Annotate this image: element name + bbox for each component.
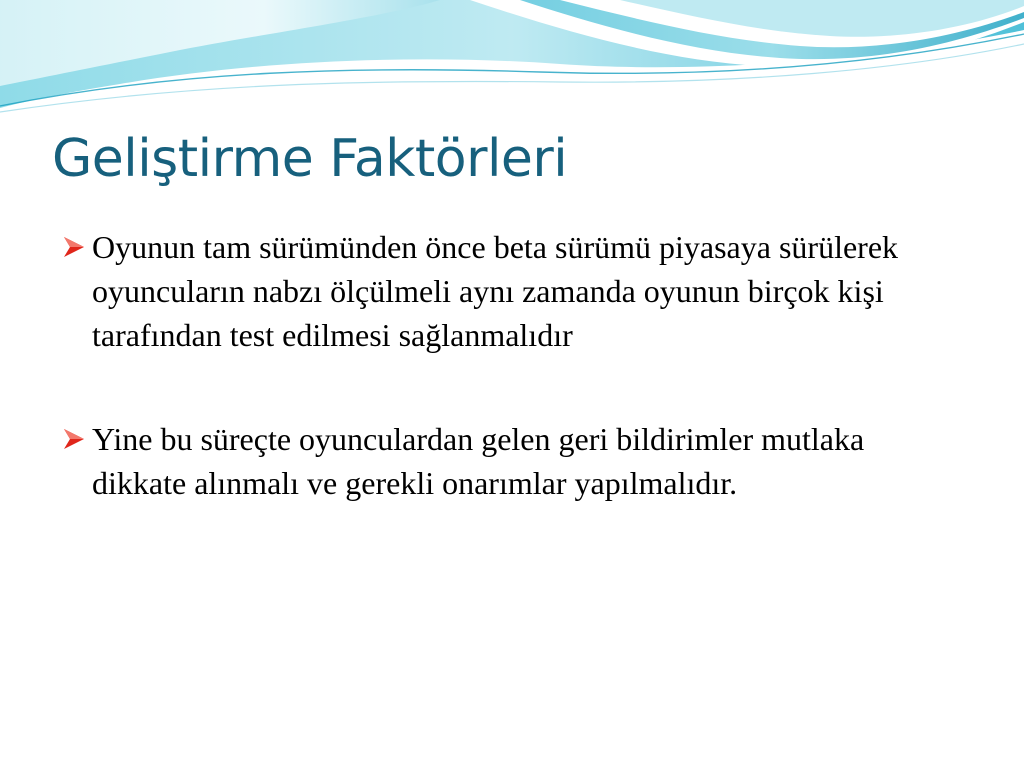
bullet-text: Yine bu süreçte oyunculardan gelen geri bildirimler mutlaka dikkate alınmalı ve gerekli onarımlar yapılmalıdır. [92, 421, 865, 501]
bullet-list [62, 225, 962, 505]
decorative-wave-header [0, 0, 1024, 120]
slide-title: Geliştirme Faktörleri [52, 129, 568, 189]
arrow-bullet-icon [62, 428, 86, 450]
arrow-bullet-icon [62, 236, 86, 258]
bullet-item [62, 225, 962, 357]
bullet-item [62, 417, 962, 505]
bullet-text: Oyunun tam sürümünden önce beta sürümü piyasaya sürülerek oyuncuların nabzı ölçülmeli aynı zamanda oyunun birçok kişi tarafından test edilmesi sağlanmalıdır [92, 229, 899, 353]
